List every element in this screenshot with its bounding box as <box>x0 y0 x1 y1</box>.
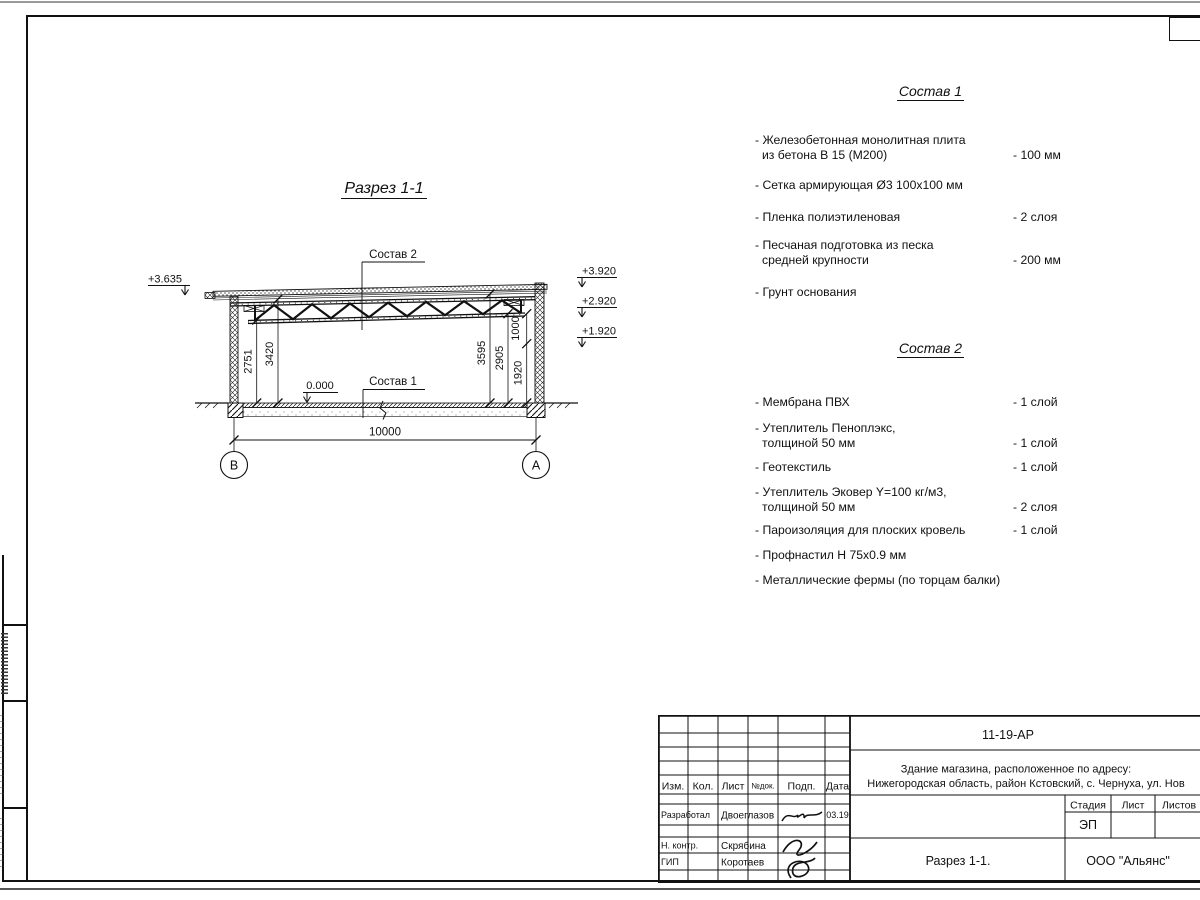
illegible-vertical-text <box>0 715 4 795</box>
page-bottom-edge <box>0 888 1200 890</box>
dim-3420: 3420 <box>264 341 276 367</box>
col-podp: Подп. <box>787 780 816 793</box>
list-item: - Металлические фермы (по торцам балки) <box>755 573 1001 587</box>
list-item: - Песчаная подготовка из песка средней крупности - 200 мм <box>755 238 1061 267</box>
drawing-name-cell: Разрез 1-1. <box>925 854 991 868</box>
row-name-skryabina: Скрябина <box>721 841 766 852</box>
dim-1920: 1920 <box>512 360 525 386</box>
elevation-right-label: +3.920 <box>582 265 616 278</box>
dim-2905: 2905 <box>494 345 506 371</box>
row-name-dvoeglazov: Двоеглазов <box>721 810 775 822</box>
list-item: - Грунт основания <box>755 285 857 299</box>
col-ndok: №док. <box>751 781 775 791</box>
sheets-label: Листов <box>1161 799 1197 812</box>
title-block <box>658 715 1200 885</box>
dim-10000: 10000 <box>369 426 401 439</box>
illegible-vertical-text <box>1 633 8 695</box>
left-margin-divider <box>2 700 26 702</box>
stage-value: ЭП <box>1079 818 1097 832</box>
list-item: - Утеплитель Эковер Y=100 кг/м3, толщиной 50 мм - 2 слоя <box>755 485 1058 514</box>
col-izm: Изм. <box>661 780 685 793</box>
elevation-left-label: +3.635 <box>148 273 182 286</box>
dim-1000: 1000 <box>510 316 522 341</box>
composition-2-header <box>763 341 1098 356</box>
list-item: - Пароизоляция для плоских кровель - 1 слой <box>755 523 1058 537</box>
object-name-line1: Здание магазина, расположенное по адресу: <box>900 763 1132 776</box>
row-role-gip: ГИП <box>661 857 679 867</box>
doc-number: 11-19-АР <box>982 728 1034 742</box>
page-top-edge <box>0 1 1200 3</box>
elevation-mark-right-low <box>577 326 617 348</box>
floor-assembly <box>195 401 578 420</box>
list-item: - Железобетонная монолитная плита из бетона В 15 (М200) - 100 мм <box>755 133 1061 162</box>
list-item: - Утеплитель Пеноплэкс, толщиной 50 мм - 1 слой <box>755 421 1058 450</box>
object-name-line2: Нижегородская область, район Кстовский, с. Чернуха, ул. Нов <box>867 778 1185 790</box>
signature-gip-icon <box>788 858 815 878</box>
illegible-vertical-text <box>0 818 4 868</box>
list-item: - Мембрана ПВХ - 1 слой <box>755 395 1058 409</box>
frame-top-line <box>26 15 1200 17</box>
axis-label-right: А <box>531 458 541 473</box>
zero-level-mark <box>303 380 338 403</box>
elevation-mark-left <box>148 274 190 296</box>
composition-1-header <box>763 84 1098 99</box>
left-wall <box>230 296 238 403</box>
list-item: - Сетка армирующая Ø3 100x100 мм <box>755 178 963 192</box>
foundation-left <box>228 403 243 418</box>
span-dimension <box>221 418 550 479</box>
frame-left-line <box>26 15 28 882</box>
signature-razrabotal-icon <box>782 812 822 821</box>
zero-level-label: 0.000 <box>306 380 334 392</box>
row-date: 03.19 <box>826 810 849 820</box>
row-name-korotaev: Коротаев <box>721 857 765 869</box>
right-wall <box>535 283 544 403</box>
list-item: - Геотекстиль - 1 слой <box>755 460 1058 474</box>
list-item: - Пленка полиэтиленовая - 2 слоя <box>755 210 1058 224</box>
elevation-mark-right-top <box>577 266 617 288</box>
composition-1-title: Состав 1 <box>898 83 963 99</box>
row-role-nkontr: Н. контр. <box>661 840 699 851</box>
roof-left-bracket <box>205 293 215 299</box>
sostav2-ref-label: Состав 2 <box>369 249 417 261</box>
top-right-stamp-box <box>1169 17 1200 41</box>
elevation-right-label: +1.920 <box>582 325 616 338</box>
col-kol: Кол. <box>692 780 714 793</box>
sheet-label: Лист <box>1121 799 1145 812</box>
signatures <box>782 812 822 878</box>
elevation-mark-right-mid <box>577 296 617 318</box>
dim-2751: 2751 <box>242 349 255 374</box>
composition-2-title: Состав 2 <box>898 340 963 356</box>
col-data: Дата <box>825 780 850 793</box>
foundation-right <box>527 403 545 418</box>
list-item: - Профнастил Н 75x0.9 мм <box>755 548 907 562</box>
dim-3595: 3595 <box>476 340 488 366</box>
col-list: Лист <box>721 780 745 793</box>
axis-label-left: В <box>229 458 239 473</box>
left-margin-divider <box>2 807 26 809</box>
stage-label: Стадия <box>1070 799 1106 812</box>
composition-1-list <box>755 84 1090 314</box>
company-name: ООО "Альянс" <box>1086 854 1170 868</box>
left-margin-divider <box>2 624 26 626</box>
section-title-text: Разрез 1-1 <box>341 180 426 199</box>
sostav1-ref-label: Состав 1 <box>369 376 417 388</box>
elevation-right-label: +2.920 <box>582 295 616 308</box>
composition-2-list <box>755 341 1090 601</box>
row-role-razrabotal: Разработал <box>661 810 710 820</box>
section-drawing <box>130 170 700 510</box>
